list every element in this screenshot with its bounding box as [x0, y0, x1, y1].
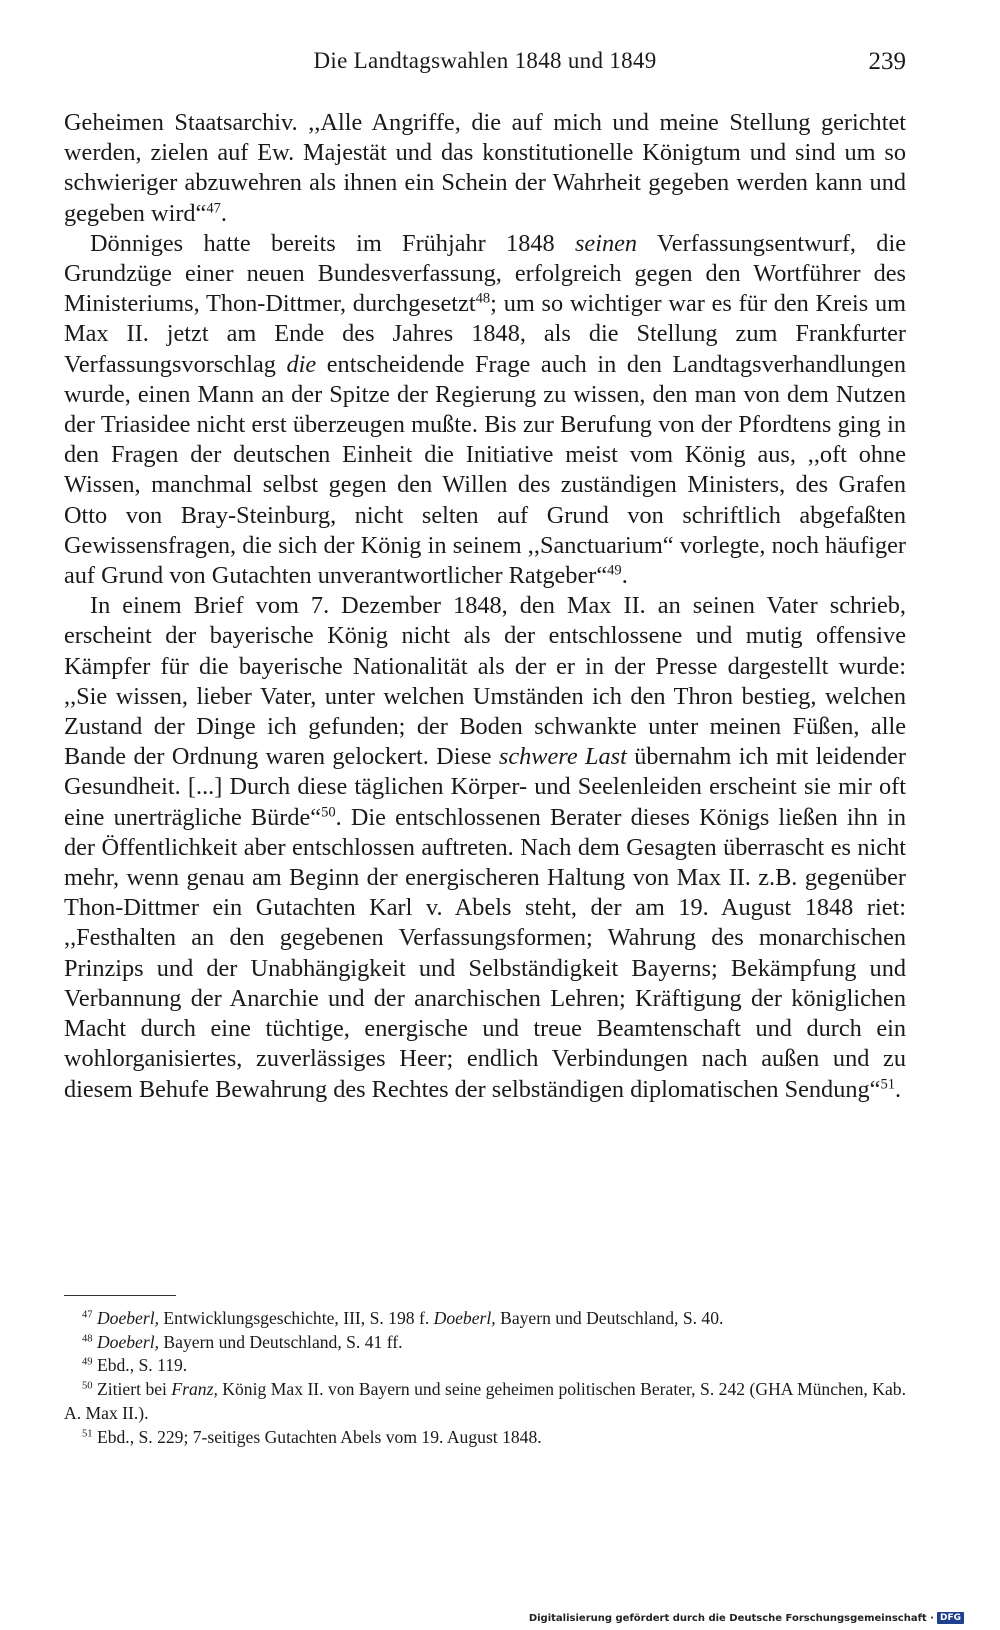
paragraph	[64, 591, 906, 1104]
emphasis-text: Doeberl,	[96, 1308, 160, 1328]
emphasis-text: Doeberl,	[96, 1331, 160, 1352]
text-run: Bayern und Deutschland, S. 41 ff.	[159, 1331, 403, 1352]
emphasis-text: schwere Last	[498, 743, 627, 771]
footnote	[64, 1354, 906, 1378]
emphasis-text: Doeberl,	[433, 1308, 496, 1328]
page-number: 239	[868, 48, 906, 75]
footnote-number: 49	[82, 1357, 93, 1369]
text-run: . Die entschlossenen Berater dieses Königs ließen ihn in der Öffentlichkeit aber entschlossen auftreten. Nach dem Gesagten überrascht es nicht mehr, wenn genau am Beginn der energischeren Haltung von Max II. z.B. gegenüber Thon-Dittmer ein Gutachten Karl v. Abels steht, der am 19. August 1848 riet: ,,Festhalten an den gegebenen Verfassungsformen; Wahrung des monarchischen Prinzips und der Unabhängigkeit und Selbständigkeit Bayerns; Bekämpfung und Verbannung der Anarchie und der anarchischen Lehren; Kräftigung der königlichen Macht durch eine tüchtige, energische und treue Beamtenschaft und durch ein wohlorganisiertes, zuverlässiges Heer; endlich Verbindungen nach außen und zu diesem Behufe Bewahrung des Rechtes der selbständigen diplomatischen Sendung“	[64, 803, 906, 1103]
footnote-reference: 49	[607, 562, 622, 579]
footnote	[64, 1307, 906, 1331]
footnote-number: 48	[82, 1333, 93, 1345]
text-run: Ebd., S. 119.	[96, 1355, 188, 1376]
running-title: Die Landtagswahlen 1848 und 1849	[313, 48, 657, 73]
footnote-reference: 50	[321, 803, 336, 820]
footnote-divider	[64, 1295, 176, 1296]
text-run: Zitiert bei	[97, 1379, 172, 1400]
text-run: übernahm ich mit leidender Gesundheit. [...] Durch diese täglichen Körper- und Seelenleiden erscheint sie mir oft eine unerträgliche Bürde“	[64, 743, 906, 831]
text-run: König Max II. von Bayern und seine geheimen politischen Berater, S. 242 (GHA München, Kab. A. Max II.).	[64, 1379, 906, 1423]
page-header	[64, 48, 906, 84]
text-run: Entwicklungsgeschichte, III, S. 198 f.	[159, 1308, 434, 1328]
text-run: .	[220, 199, 227, 227]
footnote	[64, 1331, 906, 1355]
footnote	[64, 1378, 906, 1425]
text-run: ; um so wichtiger war es für den Kreis um Max II. jetzt am Ende des Jahres 1848, als die Stellung zum Frankfurter Verfassungsvorschlag	[64, 290, 906, 378]
footnote-number: 51	[82, 1428, 93, 1440]
paragraph	[64, 108, 906, 229]
text-run: Geheimen Staatsarchiv. ,,Alle Angriffe, die auf mich und meine Stellung gerichtet werden, zielen auf Ew. Majestät und das konstitutionelle Königtum und sind um so schwieriger abzuwehren als ihnen ein Schein der Wahrheit gegeben werden kann und gegeben wird“	[64, 109, 906, 227]
footnote-reference: 47	[206, 199, 221, 216]
emphasis-text: die	[286, 350, 317, 378]
footnote	[64, 1426, 906, 1450]
text-run: Ebd., S. 229; 7-seitiges Gutachten Abels vom 19. August 1848.	[96, 1426, 542, 1447]
text-run: In einem Brief vom 7. Dezember 1848, den Max II. an seinen Vater schrieb, erscheint der bayerische König nicht als der entschlossene und mutig offensive Kämpfer für die bayerische Nationalität als der er in der Presse dargestellt wurde: ,,Sie wissen, lieber Vater, unter welchen Umständen ich den Thron bestieg, welchen Zustand der Dinge ich gefunden; der Boden schwankte unter meinen Füßen, alle Bande der Ordnung waren gelockert. Diese	[64, 592, 906, 771]
digitization-note-text: Digitalisierung gefördert durch die Deutsche Forschungsgemeinschaft ·	[528, 1612, 934, 1624]
text-run: .	[621, 562, 628, 590]
text-run: Bayern und Deutschland, S. 40.	[495, 1308, 724, 1328]
footnote-reference: 48	[475, 290, 491, 307]
emphasis-text: seinen	[574, 229, 638, 257]
body-text	[64, 108, 906, 1105]
emphasis-text: Franz,	[171, 1379, 218, 1400]
text-run: entscheidende Frage auch in den Landtagsverhandlungen wurde, einen Mann an der Spitze der Regierung zu wissen, den man von dem Nutzen der Triasidee nicht erst überzeugen mußte. Bis zur Berufung von der Pfordtens ging in den Fragen der deutschen Einheit die Initiative meist vom König aus, ,,oft ohne Wissen, manchmal selbst gegen den Willen des zuständigen Ministers, des Grafen Otto von Bray-Steinburg, nicht selten auf Grund von schriftlich abgefaßten Gewissensfragen, die sich der König in seinem ,,Sanctuarium“ vorlegte, noch häufiger auf Grund von Gutachten unverantwortlicher Ratgeber“	[64, 350, 906, 590]
paragraph	[64, 229, 906, 591]
footnotes	[64, 1307, 906, 1449]
footnote-number: 47	[82, 1309, 93, 1321]
dfg-logo: DFG	[937, 1612, 964, 1624]
digitization-note	[529, 1612, 964, 1624]
footnote-reference: 51	[880, 1075, 896, 1092]
text-run: Verfassungsentwurf, die Grundzüge einer neuen Bundesverfassung, erfolgreich gegen den Wortführer des Ministeriums, Thon-Dittmer, durchgesetzt	[64, 229, 906, 318]
footnote-number: 50	[82, 1380, 93, 1392]
text-run: .	[895, 1075, 902, 1103]
text-run: Dönniges hatte bereits im Frühjahr 1848	[90, 229, 575, 257]
